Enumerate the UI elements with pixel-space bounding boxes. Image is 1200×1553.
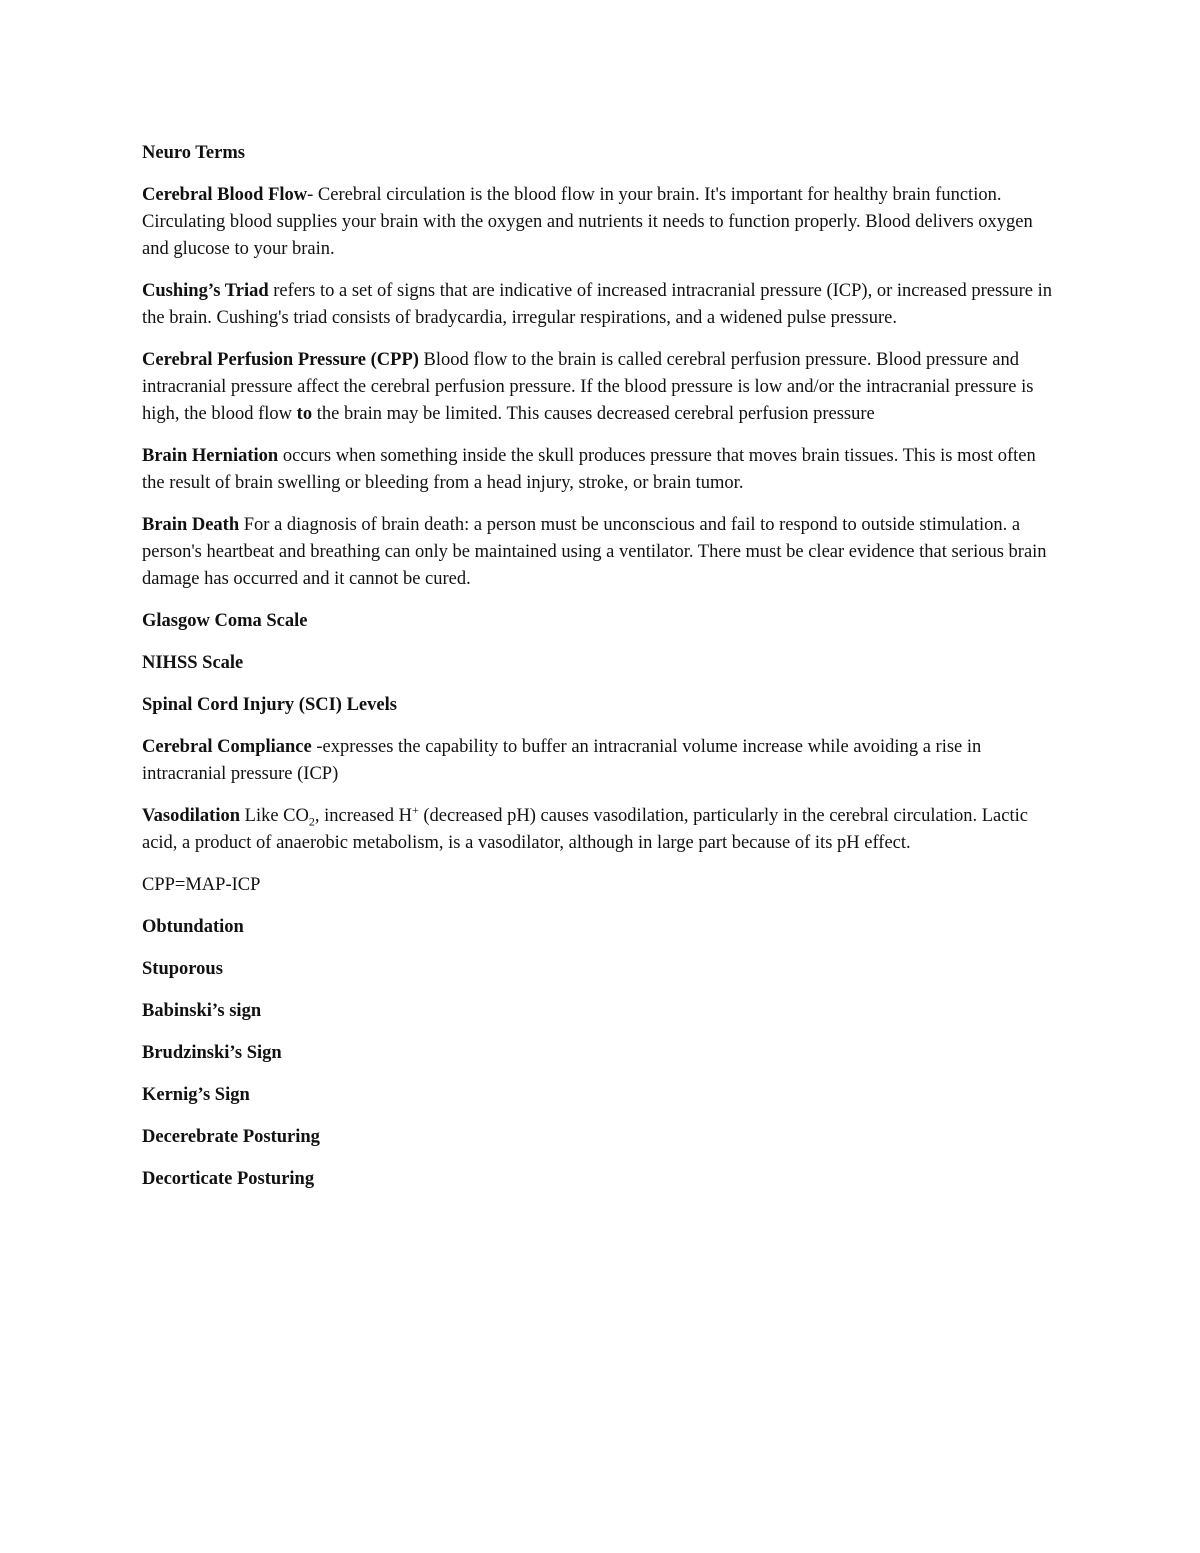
term-definition: occurs when something inside the skull produces pressure that moves brain tissues. This is most often the result of brain swelling or bleeding from a head injury, stroke, or brain tumor. xyxy=(142,446,1036,493)
entry-cpp-formula xyxy=(142,872,1057,899)
term-label: Cerebral Blood Flow xyxy=(142,185,308,205)
entry-sci-levels xyxy=(142,692,1057,719)
entry-glasgow-coma-scale xyxy=(142,608,1057,635)
formula-text: CPP=MAP-ICP xyxy=(142,875,261,895)
term-definition-cont: , increased H xyxy=(314,806,412,826)
entry-obtundation xyxy=(142,914,1057,941)
term-label: Cerebral Perfusion Pressure (CPP) xyxy=(142,350,419,370)
entry-decorticate-posturing xyxy=(142,1166,1057,1193)
entry-cushings-triad xyxy=(142,278,1057,332)
document-page xyxy=(142,140,1057,1208)
entry-cerebral-blood-flow xyxy=(142,182,1057,263)
term-label: Vasodilation xyxy=(142,806,241,826)
term-label: Decorticate Posturing xyxy=(142,1169,315,1189)
term-definition: Blood flow to the brain is called cerebral perfusion pressure. Blood pressure and intracranial pressure affect the cerebral perfusion pressure. If the blood pressure is low and/or the intracranial pressure is high, the blood flow xyxy=(142,350,1034,424)
term-label: Brain Herniation xyxy=(142,446,279,466)
term-definition: Like CO xyxy=(240,806,309,826)
entry-brudzinski-sign xyxy=(142,1040,1057,1067)
term-label: Stuporous xyxy=(142,959,223,979)
term-label: Glasgow Coma Scale xyxy=(142,611,308,631)
term-definition: - Cerebral circulation is the blood flow in your brain. It's important for healthy brain function. Circulating blood supplies your brain with the oxygen and nutrients it needs to function properly. Blood delivers oxygen and glucose to your brain. xyxy=(142,185,1033,259)
term-definition: For a diagnosis of brain death: a person must be unconscious and fail to respond to outside stimulation. a person's heartbeat and breathing can only be maintained using a ventilator. There must be clear evidence that serious brain damage has occurred and it cannot be cured. xyxy=(142,515,1047,589)
term-label: Brain Death xyxy=(142,515,240,535)
term-definition-cont: (decreased pH) causes vasodilation, particularly in the cerebral circulation. Lactic acid, a product of anaerobic metabolism, is a vasodilator, although in large part because of its pH effect. xyxy=(142,806,1028,853)
subscript-two: 2 xyxy=(308,814,315,829)
term-label: Decerebrate Posturing xyxy=(142,1127,320,1147)
entry-cerebral-perfusion-pressure xyxy=(142,347,1057,428)
term-label: Obtundation xyxy=(142,917,244,937)
term-emphasis: to xyxy=(296,404,313,424)
entry-brain-herniation xyxy=(142,443,1057,497)
entry-vasodilation xyxy=(142,803,1057,857)
term-label: Babinski’s sign xyxy=(142,1001,262,1021)
term-label: NIHSS Scale xyxy=(142,653,244,673)
entry-brain-death xyxy=(142,512,1057,593)
term-label: Spinal Cord Injury (SCI) Levels xyxy=(142,695,397,715)
term-definition: refers to a set of signs that are indicative of increased intracranial pressure (ICP), or increased pressure in the brain. Cushing's triad consists of bradycardia, irregular respirations, and a widened pulse pressure. xyxy=(142,281,1053,328)
term-definition-cont: the brain may be limited. This causes decreased cerebral perfusion pressure xyxy=(312,404,875,424)
term-label: Cerebral Compliance xyxy=(142,737,312,757)
superscript-plus: + xyxy=(411,802,419,817)
document-title: Neuro Terms xyxy=(142,143,245,163)
term-label: Cushing’s Triad xyxy=(142,281,269,301)
entry-nihss-scale xyxy=(142,650,1057,677)
term-label: Brudzinski’s Sign xyxy=(142,1043,282,1063)
term-label: Kernig’s Sign xyxy=(142,1085,250,1105)
entry-kernig-sign xyxy=(142,1082,1057,1109)
term-definition: -expresses the capability to buffer an intracranial volume increase while avoiding a rise in intracranial pressure (ICP) xyxy=(142,737,982,784)
entry-babinski-sign xyxy=(142,998,1057,1025)
entry-cerebral-compliance xyxy=(142,734,1057,788)
entry-decerebrate-posturing xyxy=(142,1124,1057,1151)
entry-stuporous xyxy=(142,956,1057,983)
